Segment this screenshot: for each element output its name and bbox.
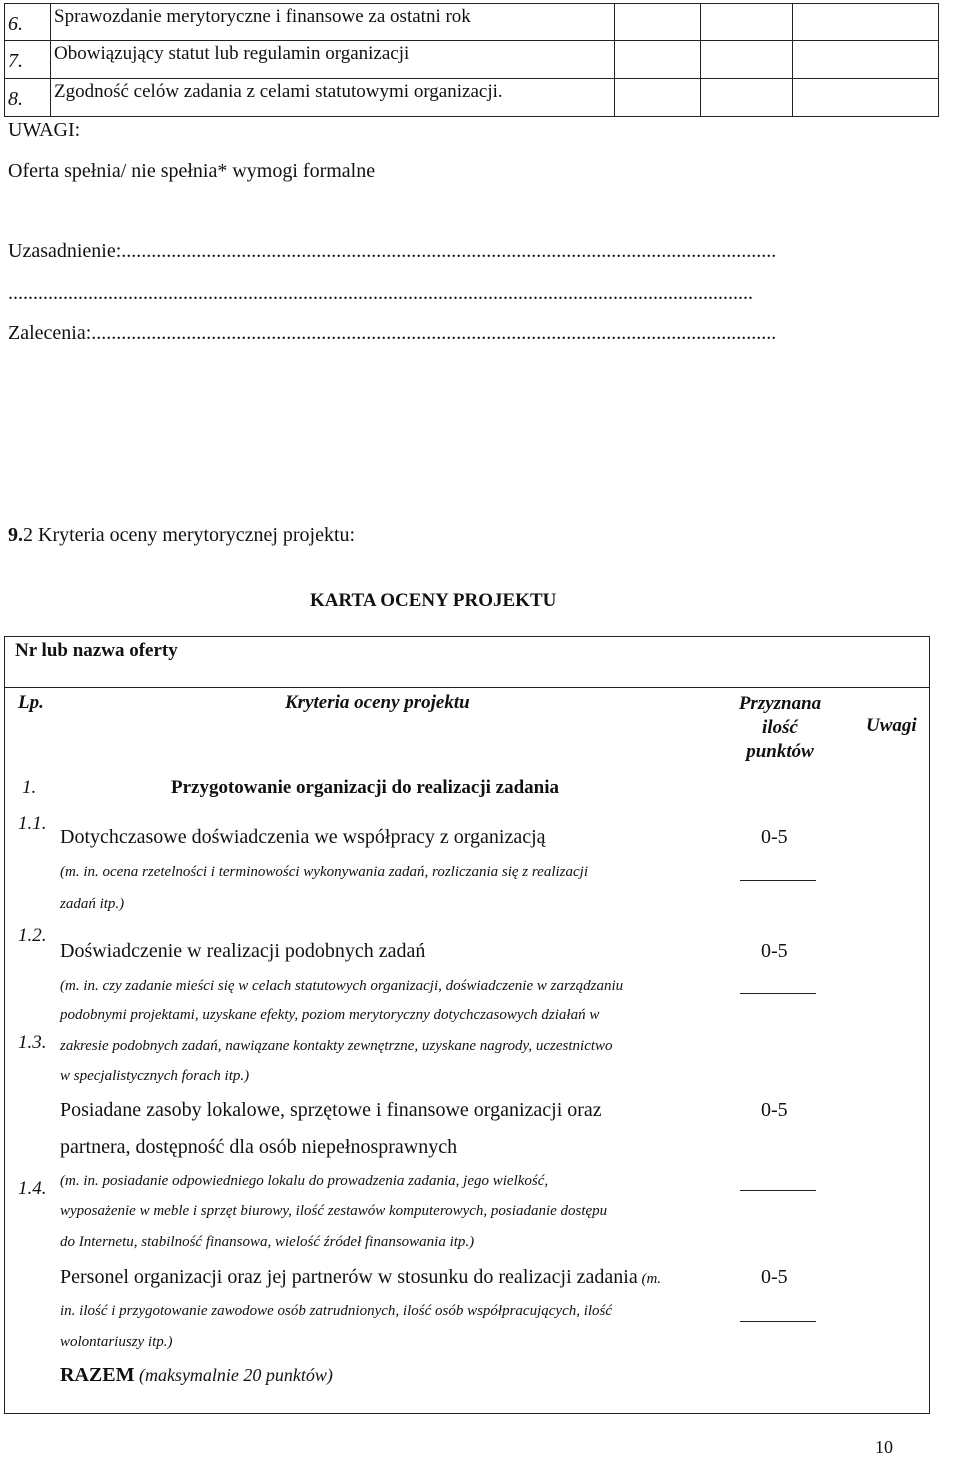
item-description: podobnymi projektami, uzyskane efekty, poziom merytoryczny dotychczasowych działań w — [60, 1007, 600, 1023]
total-row: RAZEM (maksymalnie 20 punktów) — [60, 1364, 333, 1386]
point-range: 0-5 — [761, 1099, 788, 1121]
points-entry-line — [740, 880, 816, 881]
row-number: 6. — [8, 13, 23, 35]
justification-continuation: ..................................................................................................................................................... — [8, 282, 753, 304]
item-description: (m. in. posiadanie odpowiedniego lokalu do prowadzenia zadania, jego wielkość, — [60, 1173, 549, 1189]
section-number: 9. — [8, 524, 23, 546]
remarks-label: UWAGI: — [8, 119, 81, 141]
item-number: 1.1. — [18, 813, 47, 834]
item-title: Doświadczenie w realizacji podobnych zadań — [60, 940, 426, 962]
justification-line: Uzasadnienie:................................................................................................................................... — [8, 240, 777, 262]
points-entry-line — [740, 1321, 816, 1322]
column-header-lp: Lp. — [18, 692, 44, 713]
item-description: w specjalistycznych forach itp.) — [60, 1068, 250, 1084]
page-number: 10 — [875, 1437, 893, 1457]
group-number: 1. — [22, 777, 37, 798]
column-header-criteria: Kryteria oceny projektu — [285, 692, 470, 713]
item-description: (m. in. czy zadanie mieści się w celach statutowych organizacji, doświadczenie w zarządzaniu — [60, 978, 624, 994]
recommendations-line: Zalecenia:......................................................................................................................................... — [8, 322, 777, 344]
item-description: in. ilość i przygotowanie zawodowe osób zatrudnionych, ilość osób współpracujących, ilość — [60, 1303, 613, 1319]
points-entry-line — [740, 1190, 816, 1191]
section-title: 2 Kryteria oceny merytorycznej projektu: — [23, 524, 356, 546]
column-header-points: Przyznana ilość punktów — [738, 693, 822, 762]
item-number: 1.3. — [18, 1032, 47, 1053]
item-title: Personel organizacji oraz jej partnerów w stosunku do realizacji zadania (m. — [60, 1266, 662, 1288]
item-title-continued: partnera, dostępność dla osób niepełnosprawnych — [60, 1136, 458, 1158]
item-title: Posiadane zasoby lokalowe, sprzętowe i finansowe organizacji oraz — [60, 1099, 602, 1121]
points-entry-line — [740, 993, 816, 994]
row-text: Zgodność celów zadania z celami statutowymi organizacji. — [54, 81, 503, 102]
item-number: 1.4. — [18, 1178, 47, 1199]
item-description: zadań itp.) — [60, 896, 125, 912]
section-heading — [8, 524, 355, 547]
column-header-notes: Uwagi — [866, 715, 917, 736]
card-title: KARTA OCENY PROJEKTU — [310, 590, 557, 611]
item-description: wolontariuszy itp.) — [60, 1334, 173, 1350]
row-text: Sprawozdanie merytoryczne i finansowe za ostatni rok — [54, 6, 471, 27]
row-number: 7. — [8, 50, 23, 72]
item-description: (m. in. ocena rzetelności i terminowości wykonywania zadań, rozliczania się z realizacji — [60, 864, 589, 880]
item-description: do Internetu, stabilność finansowa, wielość źródeł finansowania itp.) — [60, 1234, 475, 1250]
offer-requirements-line: Oferta spełnia/ nie spełnia* wymogi formalne — [8, 160, 376, 182]
offer-name-label: Nr lub nazwa oferty — [15, 640, 178, 661]
item-description: wyposażenie w meble i sprzęt biurowy, ilość zestawów komputerowych, posiadanie dostępu — [60, 1203, 608, 1219]
item-title: Dotychczasowe doświadczenia we współpracy z organizacją — [60, 826, 546, 848]
item-description: zakresie podobnych zadań, nawiązane kontakty zewnętrzne, uzyskane nagrody, uczestnictwo — [60, 1038, 613, 1054]
point-range: 0-5 — [761, 1266, 788, 1288]
point-range: 0-5 — [761, 826, 788, 848]
point-range: 0-5 — [761, 940, 788, 962]
row-text: Obowiązujący statut lub regulamin organizacji — [54, 43, 410, 64]
row-number: 8. — [8, 88, 23, 110]
item-number: 1.2. — [18, 925, 47, 946]
group-title: Przygotowanie organizacji do realizacji zadania — [171, 777, 560, 798]
